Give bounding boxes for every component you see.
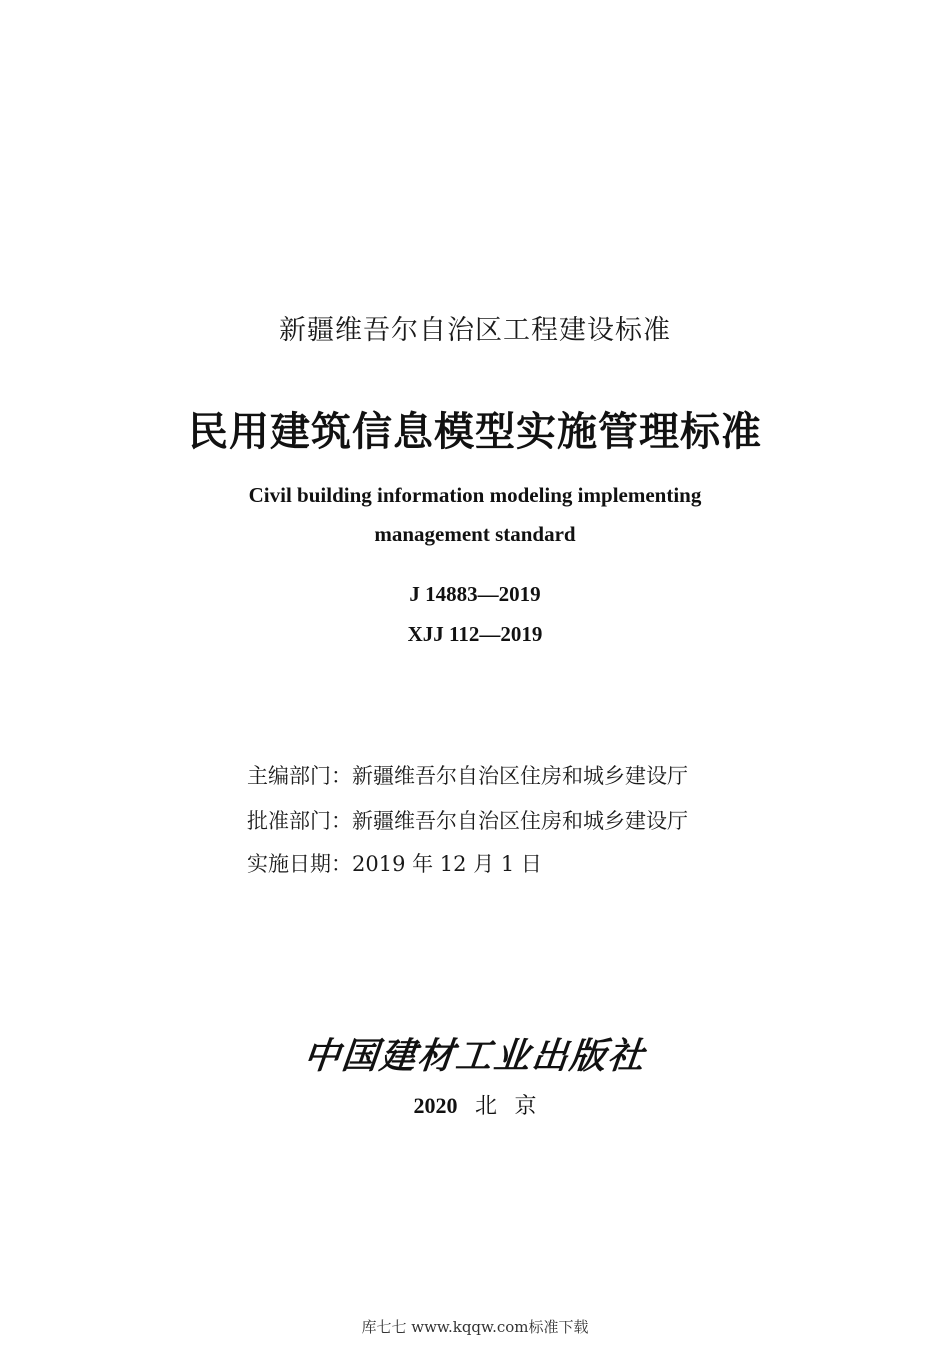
download-footer: 库七七 www.kqqw.com标准下载 (361, 1318, 589, 1336)
imprint (0, 1089, 950, 1120)
series-title: 新疆维吾尔自治区工程建设标准 (279, 315, 671, 346)
editing-department: 主编部门：新疆维吾尔自治区住房和城乡建设厅 (247, 764, 688, 788)
publisher-name: 中国建材工业出版社 (301, 1035, 648, 1077)
standard-number: XJJ 112—2019 (407, 622, 543, 646)
document-title-english-line-2: management standard (374, 522, 576, 546)
record-number: J 14883—2019 (409, 582, 541, 606)
document-title-english-line-1: Civil building information modeling implementing (248, 483, 702, 507)
imprint-city-1: 北 (474, 1094, 497, 1119)
approving-department: 批准部门：新疆维吾尔自治区住房和城乡建设厅 (247, 809, 688, 833)
document-title-chinese: 民用建筑信息模型实施管理标准 (188, 408, 762, 455)
imprint-city-2: 京 (514, 1094, 537, 1119)
effective-date: 实施日期：2019 年 12 月 1 日 (247, 852, 542, 876)
imprint-year: 2020 (413, 1093, 458, 1118)
